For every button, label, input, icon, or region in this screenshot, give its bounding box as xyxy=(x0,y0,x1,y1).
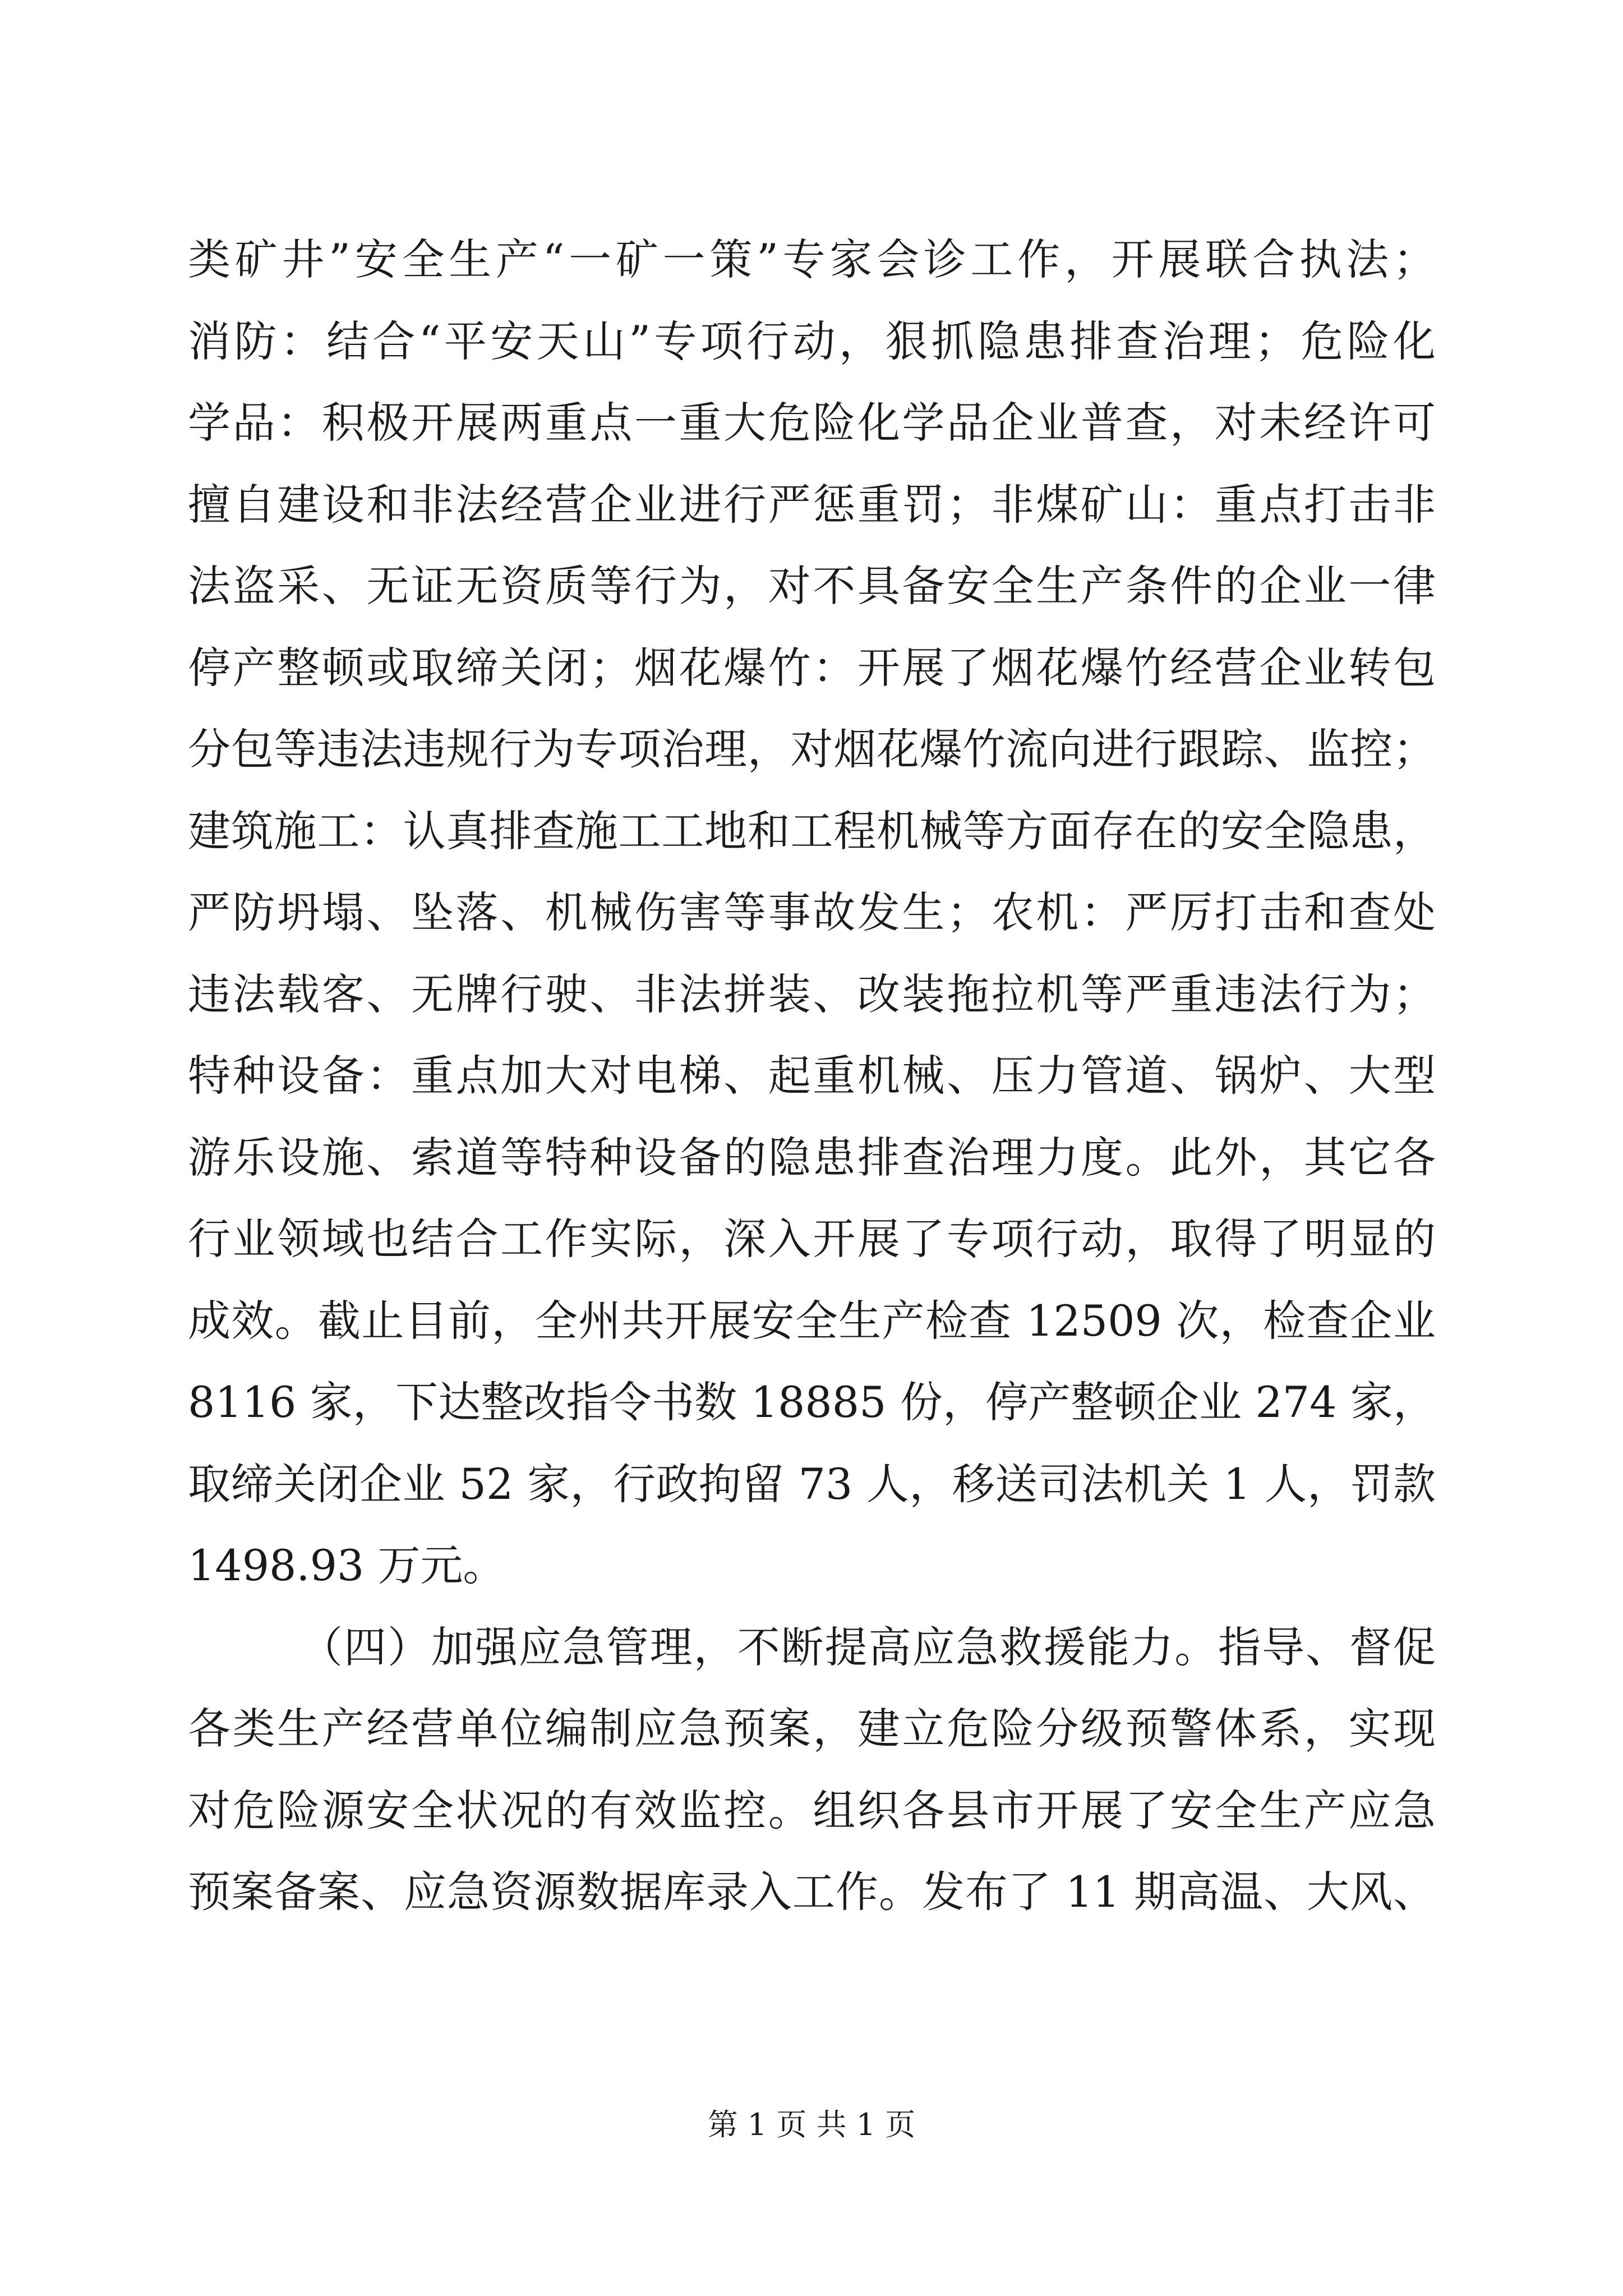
page-number-footer: 第 1 页 共 1 页 xyxy=(707,2107,916,2142)
text-line: 各类生产经营单位编制应急预案，建立危险分级预警体系，实现 xyxy=(188,1704,1436,1754)
paragraph-2 xyxy=(188,1607,1436,1933)
text-line: 严防坍塌、坠落、机械伤害等事故发生；农机：严厉打击和查处 xyxy=(188,887,1436,937)
text-line: 消防：结合“平安天山”专项行动，狠抓隐患排查治理；危险化 xyxy=(188,316,1436,366)
text-line: 对危险源安全状况的有效监控。组织各县市开展了安全生产应急 xyxy=(188,1785,1436,1835)
document-body xyxy=(188,219,1436,1933)
text-line: 建筑施工：认真排查施工工地和工程机械等方面存在的安全隐患， xyxy=(188,806,1436,856)
text-line: 成效。截止目前，全州共开展安全生产检查 12509 次，检查企业 xyxy=(188,1295,1436,1346)
text-line: 8116 家，下达整改指令书数 18885 份，停产整顿企业 274 家， xyxy=(188,1377,1436,1427)
text-line: 学品：积极开展两重点一重大危险化学品企业普查，对未经许可 xyxy=(188,398,1436,448)
text-line: 预案备案、应急资源数据库录入工作。发布了 11 期高温、大风、 xyxy=(188,1867,1436,1917)
text-line: （四）加强应急管理，不断提高应急救援能力。指导、督促 xyxy=(300,1622,1436,1672)
text-line: 停产整顿或取缔关闭；烟花爆竹：开展了烟花爆竹经营企业转包 xyxy=(188,642,1436,693)
text-line: 擅自建设和非法经营企业进行严惩重罚；非煤矿山：重点打击非 xyxy=(188,479,1436,530)
text-line: 1498.93 万元。 xyxy=(188,1540,506,1590)
text-line: 游乐设施、索道等特种设备的隐患排查治理力度。此外，其它各 xyxy=(188,1132,1436,1182)
text-line: 分包等违法违规行为专项治理，对烟花爆竹流向进行跟踪、监控； xyxy=(188,724,1436,774)
text-line: 取缔关闭企业 52 家，行政拘留 73 人，移送司法机关 1 人，罚款 xyxy=(188,1458,1436,1509)
paragraph-1 xyxy=(188,219,1436,1607)
text-line: 特种设备：重点加大对电梯、起重机械、压力管道、锅炉、大型 xyxy=(188,1051,1436,1101)
text-line: 类矿井”安全生产“一矿一策”专家会诊工作，开展联合执法； xyxy=(188,234,1436,284)
text-line: 违法载客、无牌行驶、非法拼装、改装拖拉机等严重违法行为； xyxy=(188,969,1436,1019)
text-line: 行业领域也结合工作实际，深入开展了专项行动，取得了明显的 xyxy=(188,1214,1436,1264)
text-line: 法盗采、无证无资质等行为，对不具备安全生产条件的企业一律 xyxy=(188,561,1436,611)
